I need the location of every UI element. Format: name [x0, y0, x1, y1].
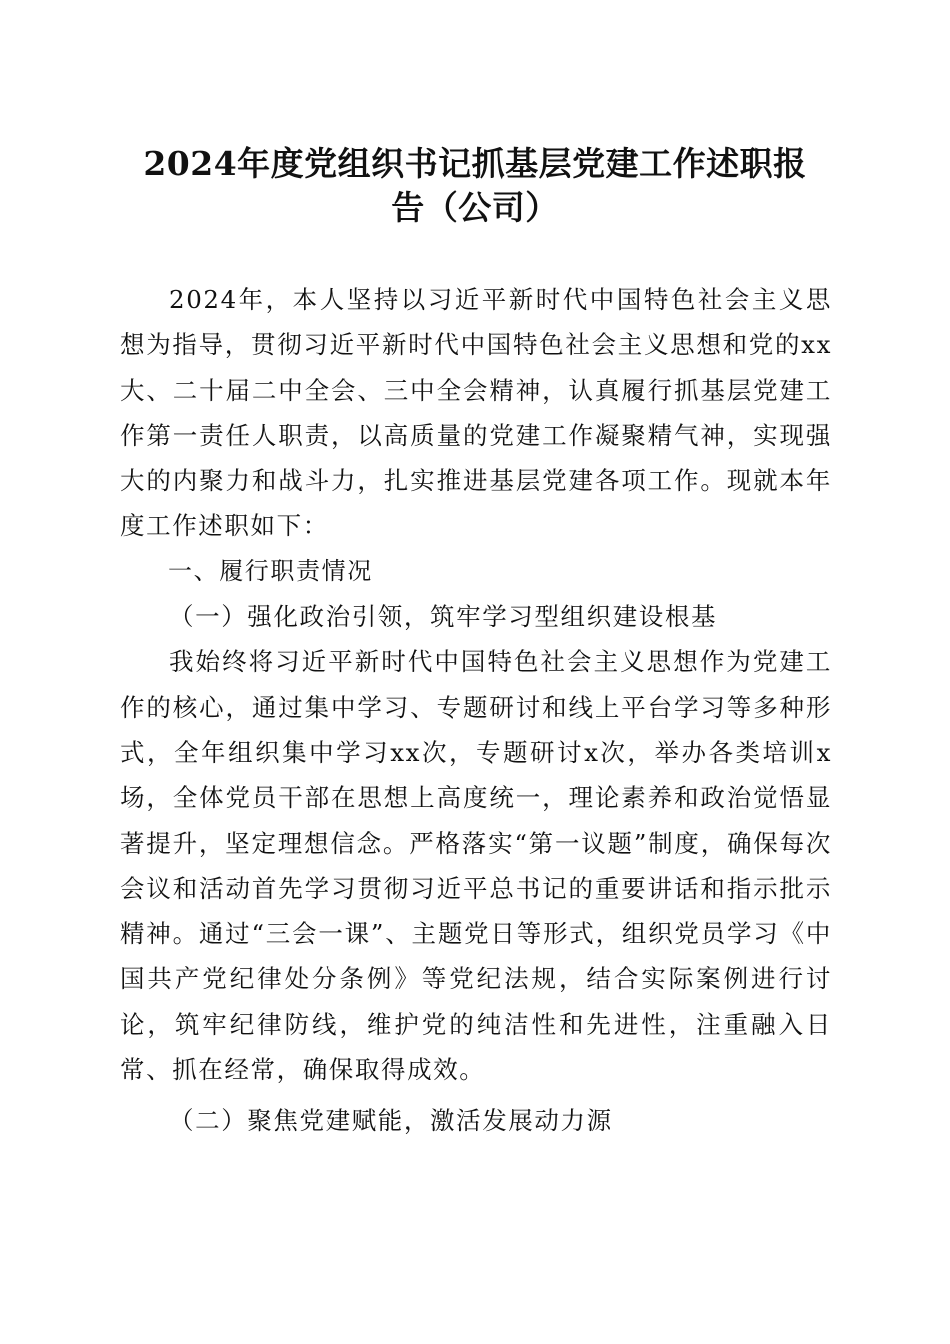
- section-heading-1: 一、履行职责情况: [168, 556, 373, 585]
- document-body: [120, 277, 832, 1144]
- title-line-2: 告（公司）: [391, 188, 559, 227]
- title-line-1: 2024年度党组织书记抓基层党建工作述职报: [143, 144, 807, 183]
- subsection-heading-2: （二）聚焦党建赋能，激活发展动力源: [169, 1106, 613, 1136]
- document-title: [100, 142, 850, 230]
- body-paragraph-1: 我始终将习近平新时代中国特色社会主义思想作为党建工作的核心，通过集中学习、专题研讨和线上平台学习等多种形式，全年组织集中学习xx次，专题研讨x次，举办各类培训x场，全体党员干部在思想上高度统一，理论素养和政治觉悟显著提升，坚定理想信念。严格落实“第一议题”制度，确保每次会议和活动首先学习贯彻习近平总书记的重要讲话和指示批示精神。通过“三会一课”、主题党日等形式，组织党员学习《中国共产党纪律处分条例》等党纪法规，结合实际案例进行讨论，筑牢纪律防线，维护党的纯洁性和先进性，注重融入日常、抓在经常，确保取得成效。: [120, 647, 832, 1085]
- subsection-heading-1: （一）强化政治引领，筑牢学习型组织建设根基: [169, 602, 718, 632]
- intro-paragraph: 2024年，本人坚持以习近平新时代中国特色社会主义思想为指导，贯彻习近平新时代中国特色社会主义思想和党的xx大、二十届二中全会、三中全会精神，认真履行抓基层党建工作第一责任人职责，以高质量的党建工作凝聚精气神，实现强大的内聚力和战斗力，扎实推进基层党建各项工作。现就本年度工作述职如下：: [120, 285, 832, 541]
